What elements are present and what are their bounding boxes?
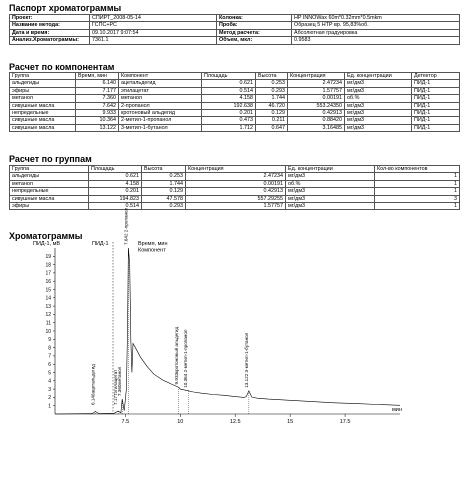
y-tick-label: 16 [45, 279, 51, 285]
table-cell: мг/дм3 [345, 110, 412, 117]
passport-label: Анализ.Хроматограммы: [10, 37, 90, 44]
table-cell: метанол [119, 95, 202, 102]
passport-label: Метод расчета: [217, 29, 292, 36]
table-cell: 0.514 [202, 87, 256, 94]
y-tick-label: 18 [45, 262, 51, 269]
x-tick-label: 17.5 [339, 419, 351, 425]
table-cell: сивушные масла [10, 124, 76, 131]
components-title: Расчет по компонентам [9, 62, 115, 72]
table-cell: 0.00191 [288, 95, 345, 102]
table-cell: непредельные [10, 110, 76, 117]
table-cell: 1.744 [256, 95, 288, 102]
table-cell: 46.720 [256, 102, 288, 109]
table-cell: 1 [375, 203, 460, 210]
table-cell: 0.00191 [186, 180, 286, 187]
groups-table [9, 165, 460, 210]
passport-table [9, 14, 460, 45]
y-tick-label: 17 [45, 270, 51, 277]
table-cell: 557.29255 [186, 195, 286, 202]
table-row [10, 195, 460, 202]
table-cell: ацетальдегид [119, 80, 202, 87]
table-cell: 6.140 [76, 80, 119, 87]
chromatogram-chart [0, 207, 469, 472]
detector-label: ПИД-1 [92, 241, 109, 247]
table-cell: 1.712 [202, 124, 256, 131]
table-cell: мг/дм3 [345, 87, 412, 94]
table-cell: мг/дм3 [286, 203, 375, 210]
column-header: Ед. концентрации [345, 73, 412, 80]
table-cell: об.% [286, 180, 375, 187]
table-cell: метанол [10, 95, 76, 102]
table-cell: 9.933 [76, 110, 119, 117]
table-cell: сивушные масла [10, 117, 76, 124]
table-cell: 2.47234 [288, 80, 345, 87]
table-cell: 0.88420 [288, 117, 345, 124]
passport-row [10, 37, 460, 44]
table-cell: альдегиды [10, 173, 89, 180]
column-header: Группа [10, 166, 89, 173]
peak-label: 7.360метанол [117, 366, 123, 397]
table-row [10, 124, 460, 131]
passport-label: Проба: [217, 22, 292, 29]
table-cell: 2-метил-1-пропанол [119, 117, 202, 124]
column-header: Кол-во компонентов [375, 166, 460, 173]
table-cell: ПИД-1 [412, 110, 460, 117]
table-cell: 0.293 [256, 87, 288, 94]
table-row [10, 102, 460, 109]
table-cell: кротоновый альдегид [119, 110, 202, 117]
column-header: Площадь [89, 166, 142, 173]
chromatogram-title: Хроматограммы [9, 231, 83, 241]
annotation-text: Время, мин [138, 241, 168, 247]
column-header: Площадь [202, 73, 256, 80]
table-cell: 0.201 [89, 188, 142, 195]
table-cell: 1 [375, 188, 460, 195]
y-tick-label: 11 [45, 320, 51, 327]
components-table [9, 72, 460, 132]
passport-value: СПИРТ_2008-05-14 [90, 15, 217, 22]
table-cell: альдегиды [10, 80, 76, 87]
table-cell: 13.122 [76, 124, 119, 131]
column-header: Детектор [412, 73, 460, 80]
table-cell: 0.514 [89, 203, 142, 210]
table-cell: этилацетат [119, 87, 202, 94]
passport-value: ГСПС+РС [90, 22, 217, 29]
table-row [10, 173, 460, 180]
table-row [10, 110, 460, 117]
x-tick-label: 15 [287, 419, 294, 425]
table-cell: мг/дм3 [345, 80, 412, 87]
y-tick-label: 1 [48, 403, 51, 410]
table-row [10, 87, 460, 94]
table-cell: 0.621 [89, 173, 142, 180]
table-cell: эфиры [10, 87, 76, 94]
chromatogram-trace [55, 248, 400, 414]
table-cell: мг/дм3 [286, 173, 375, 180]
table-cell: сивушные масла [10, 102, 76, 109]
passport-value: 7361.1 [90, 37, 217, 44]
y-tick-label: 7 [48, 353, 51, 360]
table-cell: мг/дм3 [345, 117, 412, 124]
y-tick-label: 8 [48, 345, 51, 352]
table-cell: 10.364 [76, 117, 119, 124]
y-tick-label: 12 [45, 312, 51, 319]
table-cell: мг/дм3 [345, 102, 412, 109]
passport-title: Паспорт хроматограммы [9, 3, 122, 13]
table-cell: 0.129 [142, 188, 186, 195]
table-cell: 0.293 [142, 203, 186, 210]
table-cell: 7.360 [76, 95, 119, 102]
peak-label: 7.177этилацетат [113, 369, 119, 405]
passport-value: HP INNOWax 60m*0.32mm*0.5mkm [292, 15, 460, 22]
table-cell: эфиры [10, 203, 89, 210]
y-tick-label: 19 [45, 254, 51, 261]
table-cell: 0.211 [256, 117, 288, 124]
table-row [10, 203, 460, 210]
table-cell: ПИД-1 [412, 80, 460, 87]
passport-value: 0.9583 [292, 37, 460, 44]
y-tick-label: 9 [48, 337, 51, 344]
passport-label: Колонка: [217, 15, 292, 22]
table-cell: 553.24350 [288, 102, 345, 109]
passport-label: Название метода: [10, 22, 90, 29]
table-row [10, 180, 460, 187]
table-cell: 1.744 [142, 180, 186, 187]
groups-title: Расчет по группам [9, 154, 92, 164]
y-tick-label: 10 [45, 328, 51, 335]
y-tick-label: 15 [45, 287, 51, 294]
x-tick-label: 7.5 [121, 419, 130, 425]
table-cell: об.% [345, 95, 412, 102]
table-cell: 0.129 [256, 110, 288, 117]
x-tick-label: 12.5 [229, 419, 241, 425]
table-cell: мг/дм3 [286, 195, 375, 202]
peak-label: 6.140ацетальдегид [90, 364, 96, 405]
table-row [10, 95, 460, 102]
table-cell: ПИД-1 [412, 95, 460, 102]
table-cell: 1 [375, 173, 460, 180]
peak-label: 7.642 2-пропанол [123, 207, 129, 245]
passport-row [10, 22, 460, 29]
table-row [10, 188, 460, 195]
table-row [10, 80, 460, 87]
table-cell: ПИД-1 [412, 117, 460, 124]
passport-value: Абсолютная градуировка [292, 29, 460, 36]
table-cell: 0.647 [256, 124, 288, 131]
table-cell: 0.473 [202, 117, 256, 124]
table-cell: 2.47234 [186, 173, 286, 180]
y-tick-label: 14 [45, 295, 51, 302]
table-cell: 4.158 [89, 180, 142, 187]
passport-label: Дата и время: [10, 29, 90, 36]
passport-row [10, 29, 460, 36]
column-header: Ед. концентрации [286, 166, 375, 173]
table-cell: 192.638 [202, 102, 256, 109]
table-cell: 3-метил-1-бутанол [119, 124, 202, 131]
table-cell: ПИД-1 [412, 87, 460, 94]
y-tick-label: 2 [48, 395, 51, 402]
table-cell: 47.578 [142, 195, 186, 202]
y-tick-label: 6 [48, 362, 51, 368]
peak-label: 13.122 3-метил-1-бутанол [243, 332, 249, 388]
annotation-text: Компонент [138, 247, 166, 254]
table-cell: 0.253 [256, 80, 288, 87]
table-cell: 194.823 [89, 195, 142, 202]
table-cell: 3 [375, 195, 460, 202]
peak-label: 10.364 2-метил-1-пропанол [183, 329, 189, 388]
passport-value: 09.10.2017 9:07:54 [90, 29, 217, 36]
column-header: Высота [142, 166, 186, 173]
column-header: Компонент [119, 73, 202, 80]
table-cell: 0.42913 [186, 188, 286, 195]
table-cell: 4.158 [202, 95, 256, 102]
y-tick-label: 4 [48, 378, 51, 385]
table-cell: 1.57757 [288, 87, 345, 94]
table-cell: 0.621 [202, 80, 256, 87]
x-axis-label: мин [392, 407, 402, 413]
table-cell: 7.177 [76, 87, 119, 94]
passport-label: Проект: [10, 15, 90, 22]
column-header: Группа [10, 73, 76, 80]
passport-row [10, 15, 460, 22]
table-cell: 2-пропанол [119, 102, 202, 109]
table-cell: 0.42913 [288, 110, 345, 117]
table-cell: непредельные [10, 188, 89, 195]
column-header: Концентрация [288, 73, 345, 80]
table-cell: 3.16485 [288, 124, 345, 131]
table-cell: 1 [375, 180, 460, 187]
table-cell: мг/дм3 [345, 124, 412, 131]
table-cell: ПИД-1 [412, 124, 460, 131]
passport-label: Объем, мкл: [217, 37, 292, 44]
y-tick-label: 5 [48, 370, 51, 377]
table-cell: метанол [10, 180, 89, 187]
y-tick-label: 13 [45, 303, 51, 310]
table-cell: мг/дм3 [286, 188, 375, 195]
table-cell: ПИД-1 [412, 102, 460, 109]
table-row [10, 117, 460, 124]
column-header: Концентрация [186, 166, 286, 173]
passport-value: Образец 5 НТР вр. 95,83%об. [292, 22, 460, 29]
table-cell: 0.253 [142, 173, 186, 180]
table-cell: сивушные масла [10, 195, 89, 202]
table-cell: 0.201 [202, 110, 256, 117]
column-header: Время, мин [76, 73, 119, 80]
x-tick-label: 10 [177, 419, 184, 425]
table-cell: 1.57757 [186, 203, 286, 210]
column-header: Высота [256, 73, 288, 80]
peak-label: 9.933кротоновый альдегид [173, 326, 179, 385]
table-cell: 7.642 [76, 102, 119, 109]
y-axis-label: ПИД-1, мВ [33, 241, 61, 247]
y-tick-label: 3 [48, 386, 51, 393]
